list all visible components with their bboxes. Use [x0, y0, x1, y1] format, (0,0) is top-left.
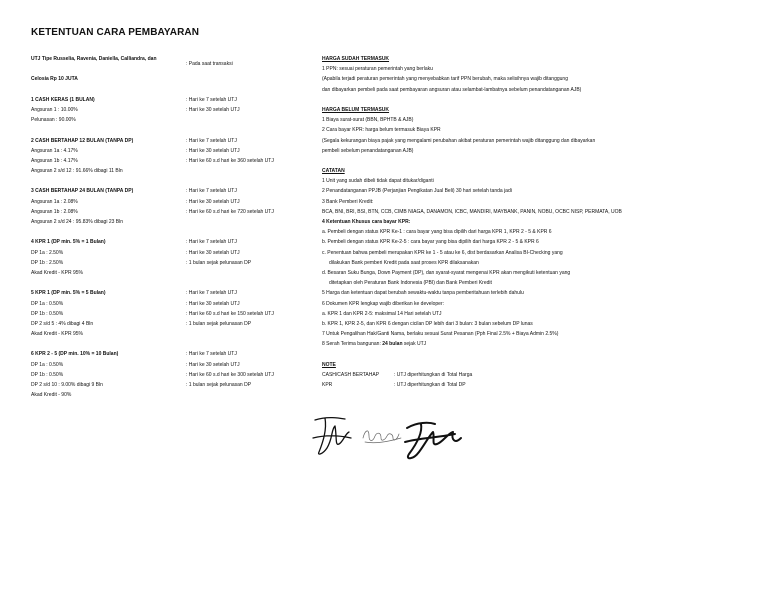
termasuk-heading: HARGA SUDAH TERMASUK — [322, 56, 390, 62]
row-label: Pelunasan : 90.00% — [31, 117, 76, 124]
row-value: : Hari ke 60 s.d hari ke 300 setelah UTJ — [186, 371, 274, 378]
row-label: Angsuran 1b : 2.08% — [31, 208, 78, 215]
row-value: : Hari ke 60 s.d hari ke 360 setelah UTJ — [186, 157, 274, 164]
row-label: Angsuran 1b : 4.17% — [31, 157, 78, 164]
row-label: DP 1b : 0.50% — [31, 310, 64, 317]
row-value: : Hari ke 30 setelah UTJ — [186, 249, 240, 256]
note-label: CASH/CASH BERTAHAP — [322, 371, 380, 378]
row-value: : Hari ke 60 s.d hari ke 720 setelah UTJ — [186, 208, 274, 215]
catatan-item: 6 Dokumen KPR lengkap wajib diberikan ke developer: — [322, 300, 445, 307]
section-heading: 6 KPR 2 - 5 (DP min. 10% = 10 Bulan) — [31, 351, 119, 358]
row-value: : Hari ke 7 setelah UTJ — [186, 96, 237, 103]
serah-suffix: sejak UTJ — [402, 341, 427, 348]
catatan-item: b. KPR 1, KPR 2-5, dan KPR 6 dengan cicilan DP lebih dari 3 bulan: 3 bulan sebelum DP lunas — [322, 320, 533, 327]
termasuk-item: 1 PPN: sesuai peraturan pemerintah yang berlaku — [322, 66, 433, 73]
utj-header-line1: UTJ Tipe Russelia, Ravenia, Daniella, Calliandra, dan — [31, 56, 157, 62]
note-label: KPR — [322, 382, 333, 388]
note-heading: NOTE — [322, 361, 336, 368]
row-label: Akad Kredit - 90% — [31, 392, 72, 399]
serah-prefix: 8 Serah Terima bangunan: — [322, 341, 383, 348]
catatan-item: ditetapkan oleh Peraturan Bank Indonesia (PBI) dan Bank Pemberi Kredit — [329, 280, 492, 287]
catatan-item: 2 Penandatanganan PPJB (Perjanjian Pengikatan Jual Beli) 30 hari setelah tanda jadi — [322, 188, 512, 195]
row-label: Angsuran 1a : 4.17% — [31, 147, 78, 154]
kpr-heading: 4 Ketentuan Khusus cara bayar KPR: — [322, 219, 411, 225]
row-value: : Hari ke 60 s.d hari ke 150 setelah UTJ — [186, 310, 274, 317]
signature-2 — [363, 431, 401, 443]
catatan-item: 7 Untuk Pengalihan Hak/Ganti Nama, berlaku sesuai Surat Pesanan (Pph Final 2.5% + Biaya Admin 2.5%) — [322, 331, 559, 338]
row-label: DP 2 s/d 10 : 9.00% dibagi 9 Bln — [31, 382, 103, 388]
catatan-item: b. Pembeli dengan status KPR Ke-2-5 : cara bayar yang bisa dipilih dari harga KPR 2 - 5 & KPR 6 — [322, 239, 539, 246]
row-value: : Hari ke 30 setelah UTJ — [186, 361, 240, 368]
payment-terms-labels — [31, 54, 211, 400]
row-label: DP 1a : 2.50% — [31, 249, 64, 256]
catatan-item: c. Penentuan bahwa pembeli merupakan KPR ke 1 - 5 atau ke 6, dist berdasarkan Analisa BI-Checking yang — [322, 249, 563, 256]
row-value: : Hari ke 30 setelah UTJ — [186, 106, 240, 113]
belum-item: 1 Biaya surat-surat (BBN, BPHTB & AJB) — [322, 117, 414, 124]
row-label: DP 1a : 0.50% — [31, 300, 64, 307]
termasuk-item: dan dibayarkan pembeli pada saat pembayaran angsuran atau selambat-lambatnya sebelum penandatanganan AJB) — [322, 86, 582, 93]
row-value: : Hari ke 7 setelah UTJ — [186, 290, 237, 297]
row-label: Angsuran 1a : 2.08% — [31, 198, 78, 205]
row-value: : 1 bulan sejak pelunasan DP — [186, 320, 252, 327]
row-value: : Hari ke 7 setelah UTJ — [186, 188, 237, 195]
row-value: : Hari ke 7 setelah UTJ — [186, 351, 237, 358]
row-value: : 1 bulan sejak pelunasan DP — [186, 259, 252, 266]
section-heading: 5 KPR 1 (DP min. 5% = 5 Bulan) — [31, 290, 106, 297]
row-value: : Hari ke 7 setelah UTJ — [186, 239, 237, 246]
row-value: : Hari ke 7 setelah UTJ — [186, 137, 237, 144]
bank-list: BCA, BNI, BRI, BSI, BTN, CCB, CIMB NIAGA, DANAMON, ICBC, MANDIRI, MAYBANK, PANIN, NOBU, OCBC NISP, PERMATA, UOB — [322, 208, 622, 215]
catatan-item: a. KPR 1 dan KPR 2-5: maksimal 14 Hari setelah UTJ — [322, 310, 442, 317]
row-value: : Hari ke 30 setelah UTJ — [186, 198, 240, 205]
serah-terima — [322, 339, 742, 349]
catatan-item: 5 Harga dan ketentuan dapat berubah sewaktu-waktu tanpa pemberitahuan terlebih dahulu — [322, 290, 524, 297]
section-heading: 2 CASH BERTAHAP 12 BULAN (TANPA DP) — [31, 137, 134, 144]
belum-heading: HARGA BELUM TERMASUK — [322, 106, 390, 113]
signature-1 — [313, 418, 351, 454]
row-value: : Hari ke 30 setelah UTJ — [186, 147, 240, 154]
signatures — [305, 408, 470, 468]
belum-item: 2 Cara bayar KPR: harga belum termasuk Biaya KPR — [322, 127, 441, 134]
section-heading: 4 KPR 1 (DP min. 5% = 1 Bulan) — [31, 239, 106, 246]
catatan-item: 3 Bank Pemberi Kredit: — [322, 198, 374, 205]
row-label: Akad Kredit - KPR 95% — [31, 269, 83, 276]
note-value: : UTJ diperhitungkan di Total DP — [394, 382, 466, 388]
row-label: Angsuran 2 s/d 12 : 91.66% dibagi 11 Bln — [31, 168, 123, 175]
belum-item: pembeli sebelum penandatanganan AJB) — [322, 147, 414, 154]
payment-terms-values — [186, 54, 311, 390]
belum-item: (Segala kekurangan biaya pajak yang mengalami perubahan akibat peraturan pemerintah wajib ditanggung dan dibayarkan — [322, 137, 596, 144]
catatan-item: 1 Unit yang sudah dibeli tidak dapat ditukar/diganti — [322, 178, 434, 185]
section-heading: 3 CASH BERTAHAP 24 BULAN (TANPA DP) — [31, 188, 134, 195]
page-title: KETENTUAN CARA PEMBAYARAN — [31, 27, 200, 38]
utj-header-note: : Pada saat transaksi — [186, 61, 233, 67]
note-value: : UTJ diperhitungkan di Total Harga — [394, 371, 473, 378]
row-label: Angsuran 1 : 10.00% — [31, 106, 78, 113]
row-label: DP 1b : 0.50% — [31, 371, 64, 378]
row-value: : Hari ke 30 setelah UTJ — [186, 300, 240, 307]
terms-notes — [322, 54, 742, 390]
termasuk-item: (Apabila terjadi peraturan pemerintah yang menyebabkan tarif PPN berubah, maka selisihnya wajib ditanggung — [322, 76, 568, 83]
row-label: Angsuran 2 s/d 24 : 95.83% dibagi 23 Bln — [31, 219, 124, 225]
serah-duration: 24 bulan — [382, 341, 403, 348]
row-label: DP 1b : 2.50% — [31, 259, 64, 266]
section-heading: 1 CASH KERAS (1 BULAN) — [31, 96, 95, 103]
note-row — [322, 370, 742, 380]
row-label: Akad Kredit - KPR 95% — [31, 331, 83, 338]
utj-header-line2: Celosia Rp 10 JUTA — [31, 76, 78, 83]
catatan-item: d. Besaran Suku Bunga, Down Payment (DP), dan syarat-syarat mengenai KPR akan mengikuti ketentuan yang — [322, 269, 571, 276]
catatan-item: dilakukan Bank pemberi Kredit pada saat proses KPR dilaksanakan — [329, 259, 479, 266]
signature-3 — [405, 423, 461, 458]
catatan-heading: CATATAN — [322, 168, 345, 175]
row-label: DP 2 s/d 5 : 4% dibagi 4 Bln — [31, 320, 94, 327]
catatan-item: a. Pembeli dengan status KPR Ke-1 : cara bayar yang bisa dipilih dari harga KPR 1, KPR 2 - 5 & KPR 6 — [322, 229, 552, 236]
row-value: : 1 bulan sejak pelunasan DP — [186, 382, 252, 388]
note-row — [322, 380, 742, 390]
row-label: DP 1a : 0.50% — [31, 361, 64, 368]
